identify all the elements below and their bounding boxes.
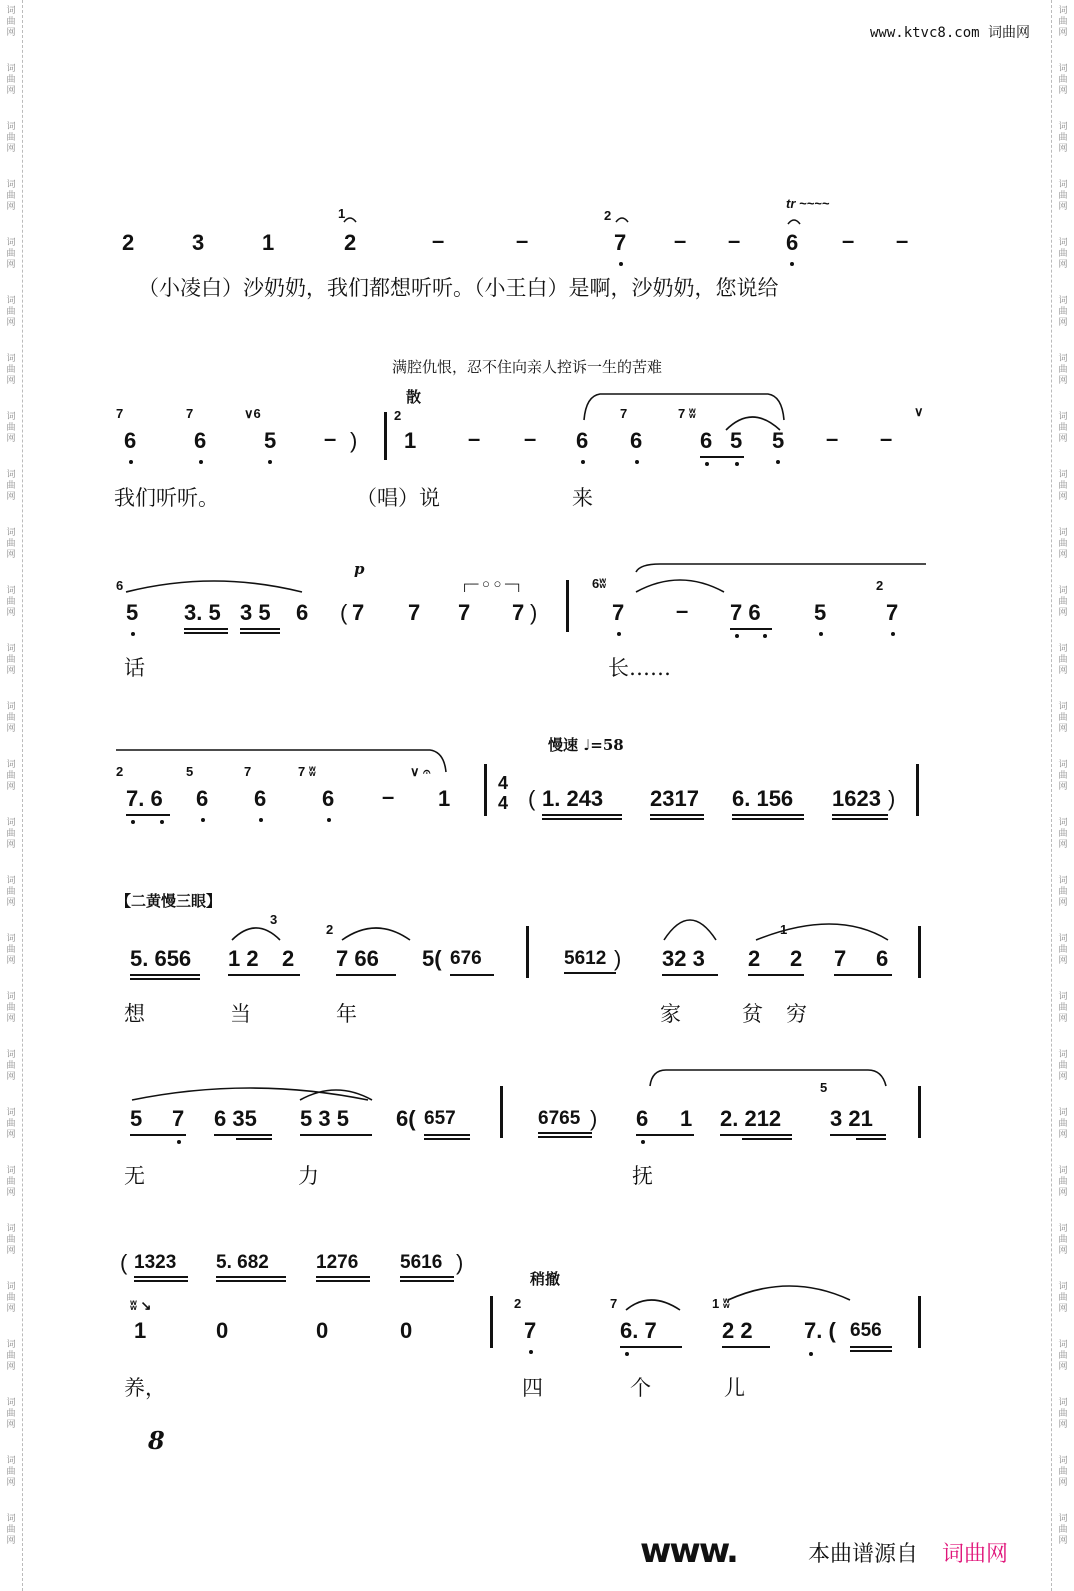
watermark-text: 词 曲 网 — [6, 412, 16, 444]
watermark-text: 词 曲 网 — [1058, 64, 1068, 96]
footer-banner — [640, 1531, 1040, 1571]
slur-10 — [626, 1300, 680, 1310]
lyric-fu: 抚 — [632, 1164, 653, 1188]
section-title: 【二黄慢三眼】 — [116, 892, 222, 910]
watermark-text: 词 曲 网 — [6, 296, 16, 328]
watermark-text: 词 曲 网 — [1058, 354, 1068, 386]
lyrics-line-2a: 我们听听。 — [114, 486, 219, 510]
watermark-text: 词 曲 网 — [1058, 528, 1068, 560]
watermark-text: 词 曲 网 — [6, 122, 16, 154]
time-signature-top: 4 — [498, 773, 509, 793]
phrase-arc-4 — [650, 1070, 886, 1086]
time-signature-bottom: 4 — [498, 793, 509, 813]
slur-11 — [728, 1286, 850, 1300]
slur-6 — [664, 920, 716, 940]
tempo-marking-1: 散 — [406, 388, 422, 406]
watermark-text: 词 曲 网 — [6, 1108, 16, 1140]
phrase-arc-1 — [584, 394, 784, 420]
watermark-text: 词 曲 网 — [1058, 1398, 1068, 1430]
tempo-marking-2: 慢速 ♩=58 — [548, 736, 624, 754]
watermark-text: 词 曲 网 — [1058, 876, 1068, 908]
fermata-3 — [788, 220, 800, 224]
watermark-text: 词 曲 网 — [1058, 296, 1068, 328]
watermark-text: 词 曲 网 — [1058, 238, 1068, 270]
watermark-text: 词 曲 网 — [6, 354, 16, 386]
watermark-text: 词 曲 网 — [1058, 6, 1068, 38]
watermark-text: 词 曲 网 — [1058, 412, 1068, 444]
watermark-text: 词 曲 网 — [6, 6, 16, 38]
watermark-text: 词 曲 网 — [1058, 1050, 1068, 1082]
watermark-text: 词 曲 网 — [1058, 818, 1068, 850]
watermark-text: 词 曲 网 — [6, 1282, 16, 1314]
watermark-text: 词 曲 网 — [1058, 992, 1068, 1024]
lyric-qiong: 穷 — [786, 1002, 807, 1026]
dynamic-mark: p — [354, 560, 365, 578]
watermark-text: 词 曲 网 — [6, 238, 16, 270]
watermark-text: 词 曲 网 — [1058, 1224, 1068, 1256]
slur-7 — [756, 924, 888, 940]
phrase-arc-3 — [116, 750, 446, 772]
lyrics-line-2c: 来 — [572, 486, 593, 510]
watermark-text: 词 曲 网 — [6, 876, 16, 908]
lyric-ge: 个 — [630, 1376, 651, 1400]
site-header: www.ktvc8.com 词曲网 — [869, 25, 1030, 41]
footer-source: 本曲谱源自 — [808, 1542, 919, 1567]
watermark-text: 词 曲 网 — [1058, 1282, 1068, 1314]
slur-5 — [342, 928, 410, 940]
page-number: 8 — [148, 1426, 165, 1455]
lyric-nian: 年 — [336, 1002, 357, 1026]
watermark-text: 词 曲 网 — [6, 470, 16, 502]
watermark-text: 词 曲 网 — [6, 528, 16, 560]
performance-note-1: 满腔仇恨，忍不住向亲人控诉一生的苦难 — [392, 358, 663, 376]
watermark-text: 词 曲 网 — [6, 702, 16, 734]
slur-3 — [636, 580, 724, 592]
watermark-text: 词 曲 网 — [1058, 1108, 1068, 1140]
lyric-li: 力 — [298, 1164, 319, 1188]
lyric-jia: 家 — [660, 1002, 681, 1026]
lyrics-line-2b: （唱）说 — [356, 486, 440, 510]
fermata-1 — [344, 218, 356, 222]
watermark-text: 词 曲 网 — [1058, 1514, 1068, 1546]
watermark-text: 词 曲 网 — [6, 1340, 16, 1372]
watermark-text: 词 曲 网 — [6, 934, 16, 966]
watermark-text: 词 曲 网 — [1058, 760, 1068, 792]
lyric-yang: 养， — [124, 1376, 166, 1400]
watermark-text: 词 曲 网 — [6, 180, 16, 212]
watermark-text: 词 曲 网 — [1058, 586, 1068, 618]
watermark-text: 词 曲 网 — [1058, 180, 1068, 212]
watermark-text: 词 曲 网 — [1058, 702, 1068, 734]
watermark-text: 词 曲 网 — [1058, 1456, 1068, 1488]
fermata-2 — [616, 218, 628, 222]
slur-1 — [726, 417, 780, 430]
watermark-text: 词 曲 网 — [1058, 1340, 1068, 1372]
watermark-text: 词 曲 网 — [1058, 122, 1068, 154]
watermark-text: 词 曲 网 — [1058, 1166, 1068, 1198]
lyric-er: 儿 — [724, 1376, 745, 1400]
slur-4 — [232, 928, 280, 940]
watermark-text: 词 曲 网 — [6, 586, 16, 618]
watermark-text: 词 曲 网 — [6, 1224, 16, 1256]
lyric-pin: 贫 — [742, 1002, 763, 1026]
watermark-text: 词 曲 网 — [6, 1050, 16, 1082]
watermark-text: 词 曲 网 — [1058, 934, 1068, 966]
lyric-dang: 当 — [230, 1002, 251, 1026]
watermark-text: 词 曲 网 — [6, 760, 16, 792]
lyric-si: 四 — [522, 1376, 543, 1400]
watermark-text: 词 曲 网 — [6, 1166, 16, 1198]
footer-brand[interactable]: 词曲网 — [942, 1542, 1009, 1567]
lyric-wu: 无 — [124, 1164, 145, 1188]
tempo-marking-3: 稍撤 — [530, 1270, 561, 1288]
watermark-text: 词 曲 网 — [6, 992, 16, 1024]
watermark-text: 词 曲 网 — [6, 64, 16, 96]
phrase-arc-2 — [636, 564, 926, 572]
watermark-text: 词 曲 网 — [6, 1456, 16, 1488]
lyrics-line-3b: 长…… — [608, 656, 671, 680]
watermark-text: 词 曲 网 — [6, 1398, 16, 1430]
slur-2 — [126, 581, 302, 592]
watermark-text: 词 曲 网 — [6, 644, 16, 676]
watermark-text: 词 曲 网 — [1058, 644, 1068, 676]
footer-www: www. — [640, 1531, 737, 1571]
lyrics-line-1: （小凌白）沙奶奶，我们都想听听。（小王白）是啊，沙奶奶，您说给 — [138, 276, 779, 300]
lyric-xiang: 想 — [124, 1002, 145, 1026]
watermark-text: 词 曲 网 — [1058, 470, 1068, 502]
lyrics-line-3a: 话 — [124, 656, 145, 680]
watermark-text: 词 曲 网 — [6, 818, 16, 850]
watermark-text: 词 曲 网 — [6, 1514, 16, 1546]
